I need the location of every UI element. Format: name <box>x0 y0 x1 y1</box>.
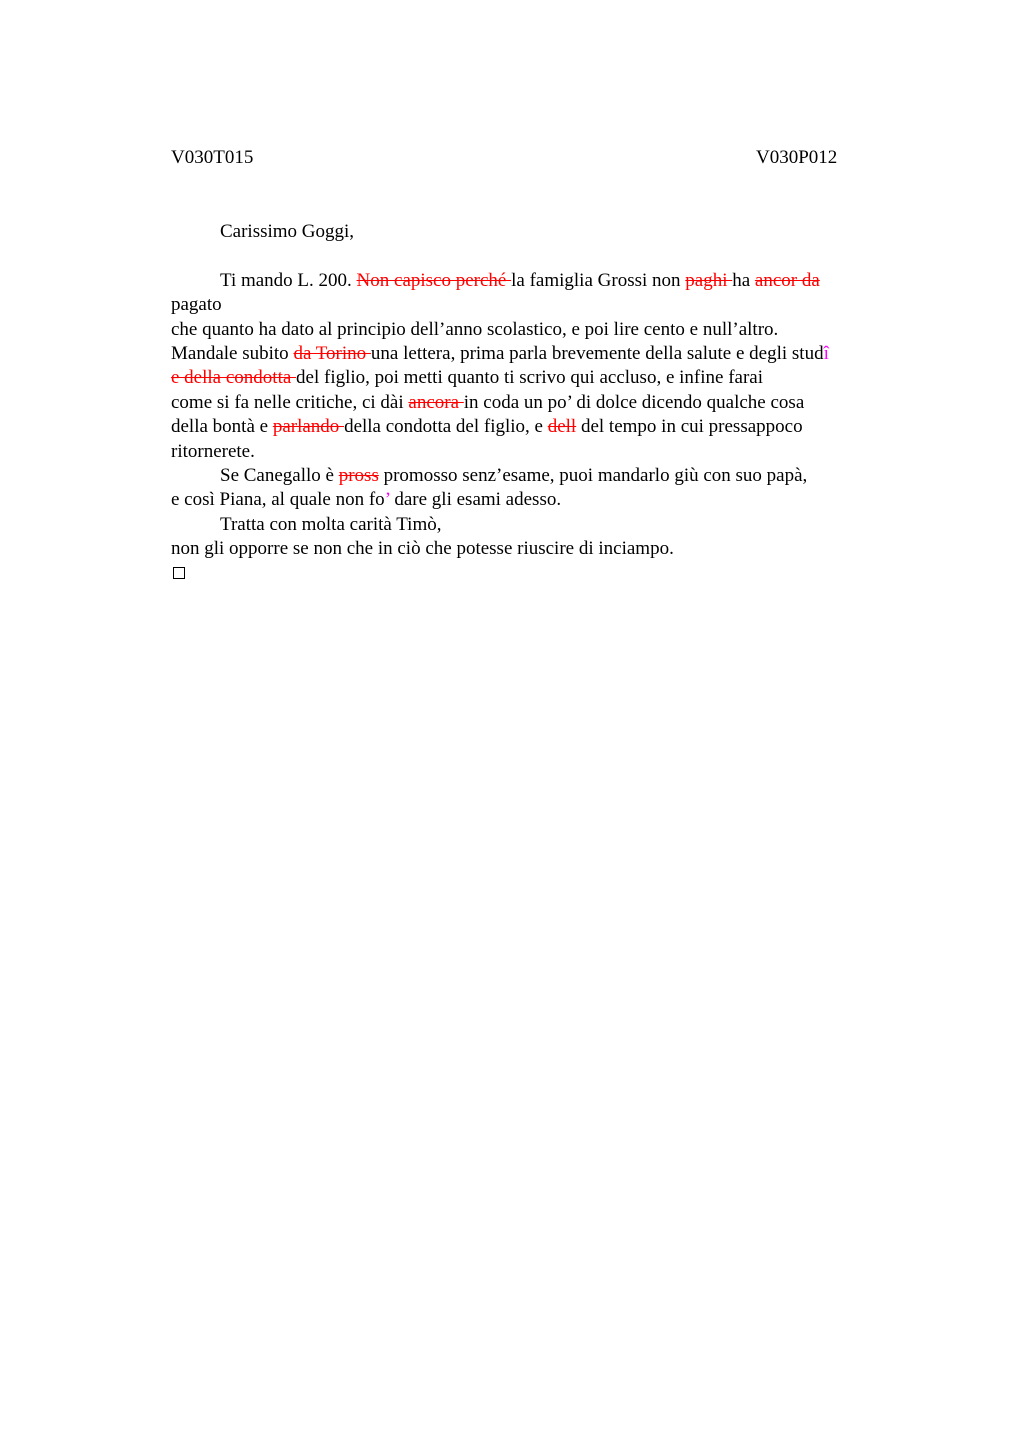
letter-line <box>171 366 891 390</box>
deleted-text: pross <box>338 464 379 486</box>
paragraph-gap <box>171 244 891 268</box>
text-run: Ti mando L. 200. <box>220 269 357 291</box>
text-run: del tempo in cui pressappoco <box>576 416 803 438</box>
text-run: dare gli esami adesso. <box>389 489 562 511</box>
text-run: una lettera, prima parla brevemente della salute e degli stud <box>370 342 824 364</box>
letter-body <box>171 220 891 586</box>
text-run: pagato <box>171 294 222 316</box>
text-run: ritornerete. <box>171 440 255 462</box>
text-run: e così Piana, al quale non fo <box>171 489 385 511</box>
text-run: Tratta con molta carità Timò, <box>220 513 442 535</box>
editorial-mark: î <box>823 342 829 364</box>
letter-line <box>171 537 891 561</box>
letter-line <box>171 415 891 439</box>
end-marker <box>171 561 891 585</box>
text-run: come si fa nelle critiche, ci dài <box>171 391 409 413</box>
document-code-left: V030T015 <box>171 147 254 168</box>
document-code-right: V030P012 <box>756 147 838 168</box>
letter-line <box>171 464 891 488</box>
letter-line <box>171 513 891 537</box>
text-run: Mandale subito <box>171 342 294 364</box>
letter-line <box>171 318 891 342</box>
deleted-text: ancor da <box>754 269 820 291</box>
deleted-text: paghi <box>685 269 733 291</box>
letter-text <box>171 269 891 562</box>
text-run: che quanto ha dato al principio dell’anno scolastico, e poi lire cento e null’altro. <box>171 318 779 340</box>
text-run: Se Canegallo è <box>220 464 339 486</box>
text-run: in coda un po’ di dolce dicendo qualche cosa <box>463 391 805 413</box>
letter-line <box>171 342 891 366</box>
empty-square-icon <box>173 567 185 579</box>
text-run: della condotta del figlio, e <box>344 416 548 438</box>
letter-line <box>171 440 891 464</box>
letter-line <box>171 488 891 512</box>
deleted-text: dell <box>547 416 577 438</box>
salutation: Carissimo Goggi, <box>220 221 355 242</box>
text-run: non gli opporre se non che in ciò che potesse riuscire di inciampo. <box>171 538 674 560</box>
letter-line <box>171 391 891 415</box>
deleted-text: parlando <box>272 416 345 438</box>
text-run: la famiglia Grossi non <box>511 269 686 291</box>
deleted-text: da Torino <box>293 342 371 364</box>
deleted-text: e della condotta <box>171 367 297 389</box>
text-run: promosso senz’esame, puoi mandarlo giù con suo papà, <box>378 464 808 486</box>
letter-line <box>171 293 891 317</box>
text-run: ha <box>732 269 755 291</box>
deleted-text: Non capisco perché <box>356 269 512 291</box>
editorial-mark: ’ <box>384 489 390 511</box>
text-run: della bontà e <box>171 416 273 438</box>
text-run: del figlio, poi metti quanto ti scrivo qui accluso, e infine farai <box>296 367 763 389</box>
letter-line <box>171 269 891 293</box>
deleted-text: ancora <box>408 391 464 413</box>
